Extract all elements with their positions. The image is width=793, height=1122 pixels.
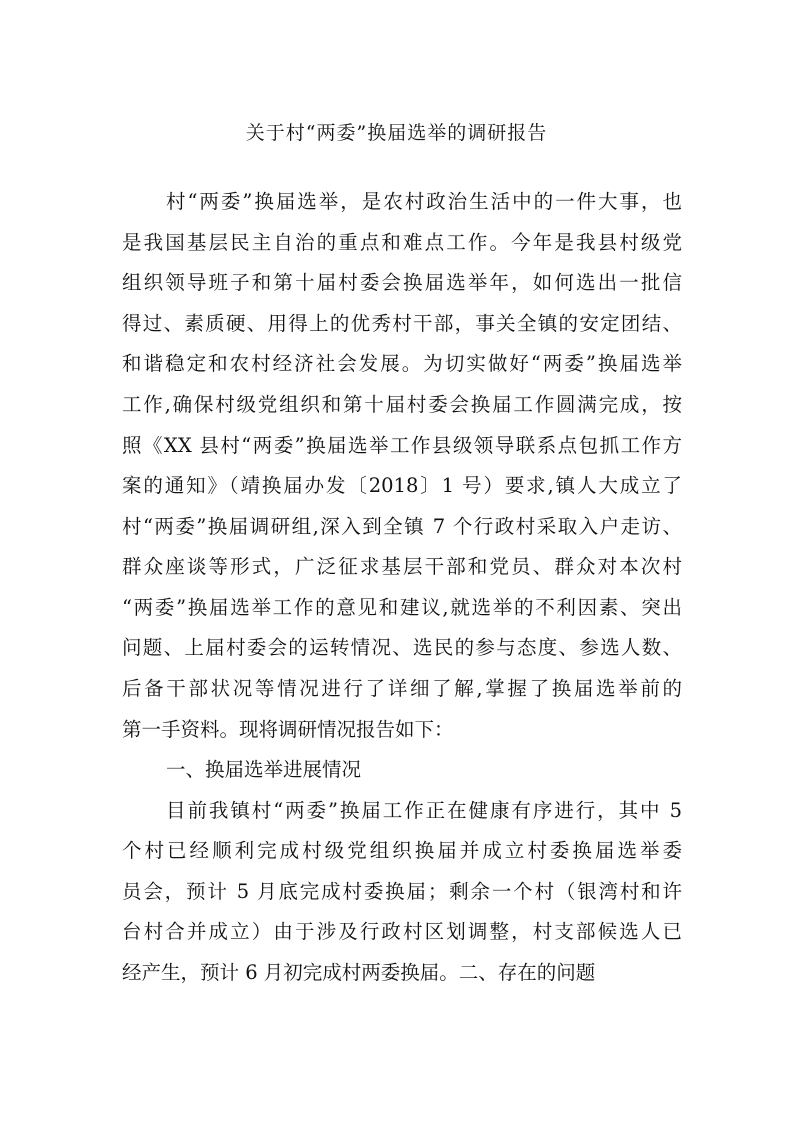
paragraph-line: 第一手资料。现将调研情况报告如下： xyxy=(122,718,454,741)
paragraph-line: 群众座谈等形式，广泛征求基层干部和党员、群众对本次村 xyxy=(122,555,682,578)
paragraph-line: 案的通知》（靖换届办发〔2018〕1 号）要求,镇人大成立了 xyxy=(122,474,682,497)
paragraph-line: 工作,确保村级党组织和第十届村委会换届工作圆满完成，按 xyxy=(122,393,682,416)
paragraph-line: 经产生，预计 6 月初完成村两委换届。二、存在的问题 xyxy=(122,961,596,984)
paragraph-line: 村“两委”换届调研组,深入到全镇 7 个行政村采取入户走访、 xyxy=(122,515,682,538)
paragraph-line: 员会，预计 5 月底完成村委换届；剩余一个村（银湾村和许 xyxy=(122,880,682,903)
paragraph-line: 得过、素质硬、用得上的优秀村干部，事关全镇的安定团结、 xyxy=(122,312,682,335)
paragraph-line: 组织领导班子和第十届村委会换届选举年，如何选出一批信 xyxy=(122,271,682,294)
document-title: 关于村“两委”换届选举的调研报告 xyxy=(245,122,548,144)
paragraph-line: 和谐稳定和农村经济社会发展。为切实做好“两委”换届选举 xyxy=(122,352,682,375)
paragraph-line: 照《XX 县村“两委”换届选举工作县级领导联系点包抓工作方 xyxy=(122,434,682,457)
paragraph-line: 是我国基层民主自治的重点和难点工作。今年是我县村级党 xyxy=(122,231,682,254)
paragraph-line: 个村已经顺利完成村级党组织换届并成立村委换届选举委 xyxy=(122,839,682,862)
paragraph-line: 台村合并成立）由于涉及行政村区划调整，村支部候选人已 xyxy=(122,920,682,943)
section-heading: 一、换届选举进展情况 xyxy=(166,758,362,781)
paragraph-line: 村“两委”换届选举，是农村政治生活中的一件大事，也 xyxy=(166,190,682,213)
paragraph-line: 目前我镇村“两委”换届工作正在健康有序进行，其中 5 xyxy=(166,799,682,822)
paragraph-line: 问题、上届村委会的运转情况、选民的参与态度、参选人数、 xyxy=(122,636,682,659)
paragraph-line: “两委”换届选举工作的意见和建议,就选举的不利因素、突出 xyxy=(122,596,682,619)
paragraph-line: 后备干部状况等情况进行了详细了解,掌握了换届选举前的 xyxy=(122,677,682,700)
